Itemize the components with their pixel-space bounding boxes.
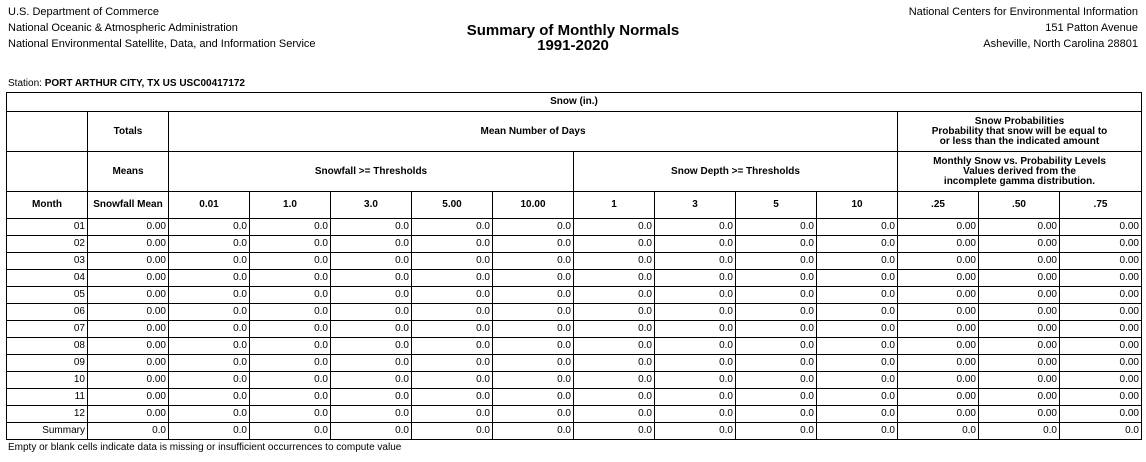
value-cell: 0.00: [1060, 219, 1142, 236]
snow-normals-table: [6, 92, 1142, 440]
month-cell: 02: [7, 236, 88, 253]
value-cell: 0.0: [412, 287, 493, 304]
value-cell: 0.00: [898, 355, 979, 372]
value-cell: 0.00: [898, 236, 979, 253]
value-cell: 0.00: [1060, 304, 1142, 321]
month-cell: 09: [7, 355, 88, 372]
value-cell: 0.0: [493, 253, 574, 270]
value-cell: 0.0: [574, 321, 655, 338]
station-label: Station:: [8, 78, 42, 89]
value-cell: 0.0: [736, 253, 817, 270]
value-cell: 0.0: [250, 423, 331, 440]
value-cell: 0.0: [250, 406, 331, 423]
value-cell: 0.00: [979, 406, 1060, 423]
value-cell: 0.0: [817, 236, 898, 253]
value-cell: 0.0: [169, 372, 250, 389]
month-cell: 12: [7, 406, 88, 423]
snowfall-thresholds-header: Snowfall >= Thresholds: [169, 152, 574, 192]
value-cell: 0.0: [817, 389, 898, 406]
value-cell: 0.00: [898, 270, 979, 287]
month-cell: 04: [7, 270, 88, 287]
column-header-row: [7, 192, 1142, 219]
value-cell: 0.0: [817, 219, 898, 236]
value-cell: 0.0: [655, 321, 736, 338]
value-cell: 0.0: [250, 338, 331, 355]
value-cell: 0.00: [88, 287, 169, 304]
value-cell: 0.0: [331, 253, 412, 270]
value-cell: 0.00: [898, 389, 979, 406]
value-cell: 0.0: [412, 372, 493, 389]
value-cell: 0.00: [88, 389, 169, 406]
value-cell: 0.0: [817, 406, 898, 423]
table-row: [7, 287, 1142, 304]
value-cell: 0.0: [169, 253, 250, 270]
value-cell: 0.0: [736, 389, 817, 406]
value-cell: 0.0: [493, 236, 574, 253]
value-cell: 0.0: [493, 219, 574, 236]
value-cell: 0.0: [574, 219, 655, 236]
value-cell: 0.0: [250, 389, 331, 406]
value-cell: 0.0: [655, 304, 736, 321]
value-cell: 0.0: [250, 355, 331, 372]
value-cell: 0.0: [250, 219, 331, 236]
value-cell: 0.0: [250, 253, 331, 270]
value-cell: 0.00: [88, 321, 169, 338]
table-row: [7, 236, 1142, 253]
value-cell: 0.00: [88, 236, 169, 253]
value-cell: 0.0: [493, 287, 574, 304]
value-cell: 0.0: [655, 406, 736, 423]
value-cell: 0.00: [88, 355, 169, 372]
value-cell: 0.0: [331, 236, 412, 253]
mean-days-header: Mean Number of Days: [169, 112, 898, 152]
column-header: 10.00: [493, 192, 574, 219]
month-cell: Summary: [7, 423, 88, 440]
month-cell: 03: [7, 253, 88, 270]
value-cell: 0.0: [574, 355, 655, 372]
value-cell: 0.00: [1060, 372, 1142, 389]
value-cell: 0.0: [250, 270, 331, 287]
value-cell: 0.00: [979, 389, 1060, 406]
value-cell: 0.00: [1060, 338, 1142, 355]
value-cell: 0.0: [574, 236, 655, 253]
value-cell: 0.0: [493, 406, 574, 423]
value-cell: 0.0: [655, 355, 736, 372]
value-cell: 0.0: [817, 355, 898, 372]
month-cell: 10: [7, 372, 88, 389]
value-cell: 0.0: [493, 423, 574, 440]
value-cell: 0.00: [1060, 253, 1142, 270]
value-cell: 0.0: [574, 372, 655, 389]
month-cell: 07: [7, 321, 88, 338]
table-row: [7, 270, 1142, 287]
value-cell: 0.00: [979, 338, 1060, 355]
report-title-text: Summary of Monthly Normals: [466, 22, 680, 39]
value-cell: 0.0: [250, 372, 331, 389]
column-header: .25: [898, 192, 979, 219]
address-line: National Centers for Environmental Information: [908, 6, 1138, 18]
means-header: Means: [88, 152, 169, 192]
value-cell: 0.00: [979, 372, 1060, 389]
value-cell: 0.00: [979, 270, 1060, 287]
value-cell: 0.0: [655, 253, 736, 270]
value-cell: 0.0: [574, 423, 655, 440]
month-cell: 06: [7, 304, 88, 321]
value-cell: 0.0: [817, 304, 898, 321]
value-cell: 0.0: [412, 406, 493, 423]
value-cell: 0.0: [655, 372, 736, 389]
table-row: [7, 355, 1142, 372]
value-cell: 0.0: [736, 406, 817, 423]
value-cell: 0.0: [493, 321, 574, 338]
snow-depth-thresholds-header: Snow Depth >= Thresholds: [574, 152, 898, 192]
value-cell: 0.0: [655, 338, 736, 355]
value-cell: 0.0: [331, 219, 412, 236]
value-cell: 0.0: [250, 321, 331, 338]
column-header: 1.0: [250, 192, 331, 219]
value-cell: 0.00: [1060, 287, 1142, 304]
value-cell: 0.0: [817, 287, 898, 304]
value-cell: 0.00: [88, 372, 169, 389]
column-header: 3.0: [331, 192, 412, 219]
value-cell: 0.00: [979, 287, 1060, 304]
prob-title-line: Snow Probabilities: [974, 115, 1065, 127]
value-cell: 0.0: [817, 321, 898, 338]
value-cell: 0.0: [655, 236, 736, 253]
value-cell: 0.0: [979, 423, 1060, 440]
value-cell: 0.0: [331, 355, 412, 372]
blank-header-cell: [7, 152, 88, 192]
probability-levels-header: [898, 152, 1142, 192]
month-cell: 11: [7, 389, 88, 406]
value-cell: 0.0: [655, 270, 736, 287]
value-cell: 0.0: [493, 372, 574, 389]
value-cell: 0.0: [331, 321, 412, 338]
table-row: [7, 321, 1142, 338]
value-cell: 0.0: [250, 287, 331, 304]
value-cell: 0.0: [736, 355, 817, 372]
value-cell: 0.00: [88, 253, 169, 270]
value-cell: 0.00: [898, 253, 979, 270]
value-cell: 0.0: [412, 389, 493, 406]
month-cell: 05: [7, 287, 88, 304]
prob-title-line: or less than the indicated amount: [939, 135, 1100, 147]
value-cell: 0.0: [412, 423, 493, 440]
column-header: .75: [1060, 192, 1142, 219]
value-cell: 0.00: [898, 219, 979, 236]
column-header: 5: [736, 192, 817, 219]
value-cell: 0.0: [736, 270, 817, 287]
value-cell: 0.0: [493, 355, 574, 372]
column-header: 5.00: [412, 192, 493, 219]
value-cell: 0.0: [169, 321, 250, 338]
value-cell: 0.00: [88, 304, 169, 321]
agency-line: National Environmental Satellite, Data, and Information Service: [8, 38, 316, 50]
table-row: [7, 406, 1142, 423]
value-cell: 0.0: [169, 338, 250, 355]
value-cell: 0.00: [88, 338, 169, 355]
value-cell: 0.0: [493, 270, 574, 287]
value-cell: 0.00: [88, 219, 169, 236]
column-header: Month: [7, 192, 88, 219]
value-cell: 0.0: [817, 338, 898, 355]
prob-subtitle-line: Monthly Snow vs. Probability Levels: [933, 155, 1106, 167]
value-cell: 0.0: [736, 236, 817, 253]
summary-row: [7, 423, 1142, 440]
column-header: 10: [817, 192, 898, 219]
value-cell: 0.0: [574, 253, 655, 270]
value-cell: 0.00: [88, 270, 169, 287]
value-cell: 0.0: [250, 304, 331, 321]
value-cell: 0.00: [1060, 270, 1142, 287]
value-cell: 0.0: [817, 372, 898, 389]
footnote: Empty or blank cells indicate data is missing or insufficient occurrences to compute value: [8, 442, 402, 453]
table-row: [7, 253, 1142, 270]
value-cell: 0.0: [574, 389, 655, 406]
value-cell: 0.00: [979, 253, 1060, 270]
value-cell: 0.0: [655, 423, 736, 440]
column-header: 3: [655, 192, 736, 219]
value-cell: 0.0: [412, 304, 493, 321]
value-cell: 0.00: [1060, 236, 1142, 253]
snow-group-header: Snow (in.): [7, 93, 1142, 112]
snow-probabilities-header: [898, 112, 1142, 152]
value-cell: 0.0: [331, 406, 412, 423]
value-cell: 0.0: [574, 406, 655, 423]
value-cell: 0.0: [493, 389, 574, 406]
value-cell: 0.0: [412, 338, 493, 355]
value-cell: 0.0: [412, 219, 493, 236]
station-line: [8, 77, 245, 90]
table-row: [7, 338, 1142, 355]
address-block: [909, 4, 1138, 52]
table-row: [7, 219, 1142, 236]
value-cell: 0.0: [736, 321, 817, 338]
value-cell: 0.00: [979, 304, 1060, 321]
value-cell: 0.00: [1060, 389, 1142, 406]
value-cell: 0.0: [574, 270, 655, 287]
blank-header-cell: [7, 112, 88, 152]
value-cell: 0.0: [412, 355, 493, 372]
table-body: [7, 219, 1142, 440]
value-cell: 0.0: [331, 423, 412, 440]
column-header: Snowfall Mean: [88, 192, 169, 219]
value-cell: 0.0: [655, 219, 736, 236]
value-cell: 0.00: [898, 372, 979, 389]
agency-line: U.S. Department of Commerce: [8, 6, 159, 18]
value-cell: 0.0: [169, 304, 250, 321]
value-cell: 0.0: [898, 423, 979, 440]
prob-title-line: Probability that snow will be equal to: [931, 125, 1108, 137]
address-line: 151 Patton Avenue: [1045, 22, 1138, 34]
value-cell: 0.00: [979, 219, 1060, 236]
value-cell: 0.0: [736, 287, 817, 304]
value-cell: 0.0: [412, 321, 493, 338]
value-cell: 0.0: [88, 423, 169, 440]
value-cell: 0.0: [169, 270, 250, 287]
value-cell: 0.0: [493, 338, 574, 355]
address-line: Asheville, North Carolina 28801: [983, 38, 1138, 50]
value-cell: 0.0: [169, 219, 250, 236]
value-cell: 0.0: [169, 423, 250, 440]
value-cell: 0.00: [898, 321, 979, 338]
value-cell: 0.0: [250, 236, 331, 253]
month-cell: 01: [7, 219, 88, 236]
value-cell: 0.00: [1060, 406, 1142, 423]
table-row: [7, 304, 1142, 321]
value-cell: 0.00: [979, 355, 1060, 372]
prob-subtitle-line: incomplete gamma distribution.: [943, 175, 1096, 187]
value-cell: 0.0: [1060, 423, 1142, 440]
table-row: [7, 372, 1142, 389]
table-row: [7, 389, 1142, 406]
value-cell: 0.0: [412, 270, 493, 287]
value-cell: 0.0: [169, 355, 250, 372]
column-header: 0.01: [169, 192, 250, 219]
value-cell: 0.0: [493, 304, 574, 321]
value-cell: 0.0: [574, 287, 655, 304]
value-cell: 0.00: [979, 236, 1060, 253]
value-cell: 0.00: [1060, 321, 1142, 338]
value-cell: 0.0: [331, 270, 412, 287]
value-cell: 0.0: [736, 219, 817, 236]
value-cell: 0.0: [574, 304, 655, 321]
value-cell: 0.00: [898, 338, 979, 355]
column-header: .50: [979, 192, 1060, 219]
value-cell: 0.0: [736, 338, 817, 355]
value-cell: 0.0: [412, 236, 493, 253]
value-cell: 0.0: [331, 338, 412, 355]
totals-header: Totals: [88, 112, 169, 152]
value-cell: 0.0: [817, 270, 898, 287]
value-cell: 0.00: [88, 406, 169, 423]
value-cell: 0.0: [736, 304, 817, 321]
column-header: 1: [574, 192, 655, 219]
value-cell: 0.0: [331, 389, 412, 406]
value-cell: 0.0: [331, 304, 412, 321]
value-cell: 0.0: [169, 406, 250, 423]
value-cell: 0.0: [736, 423, 817, 440]
value-cell: 0.00: [1060, 355, 1142, 372]
value-cell: 0.00: [898, 287, 979, 304]
station-name: PORT ARTHUR CITY, TX US USC00417172: [44, 78, 245, 89]
value-cell: 0.0: [331, 372, 412, 389]
value-cell: 0.00: [898, 304, 979, 321]
value-cell: 0.0: [169, 236, 250, 253]
value-cell: 0.0: [331, 287, 412, 304]
value-cell: 0.00: [898, 406, 979, 423]
value-cell: 0.0: [817, 423, 898, 440]
prob-subtitle-line: Values derived from the: [963, 165, 1076, 177]
value-cell: 0.0: [169, 287, 250, 304]
value-cell: 0.0: [169, 389, 250, 406]
month-cell: 08: [7, 338, 88, 355]
value-cell: 0.0: [817, 253, 898, 270]
agency-line: National Oceanic & Atmospheric Administration: [8, 22, 238, 34]
report-years: 1991-2020: [537, 37, 609, 54]
value-cell: 0.0: [655, 287, 736, 304]
value-cell: 0.0: [655, 389, 736, 406]
value-cell: 0.0: [736, 372, 817, 389]
value-cell: 0.0: [412, 253, 493, 270]
value-cell: 0.00: [979, 321, 1060, 338]
value-cell: 0.0: [574, 338, 655, 355]
